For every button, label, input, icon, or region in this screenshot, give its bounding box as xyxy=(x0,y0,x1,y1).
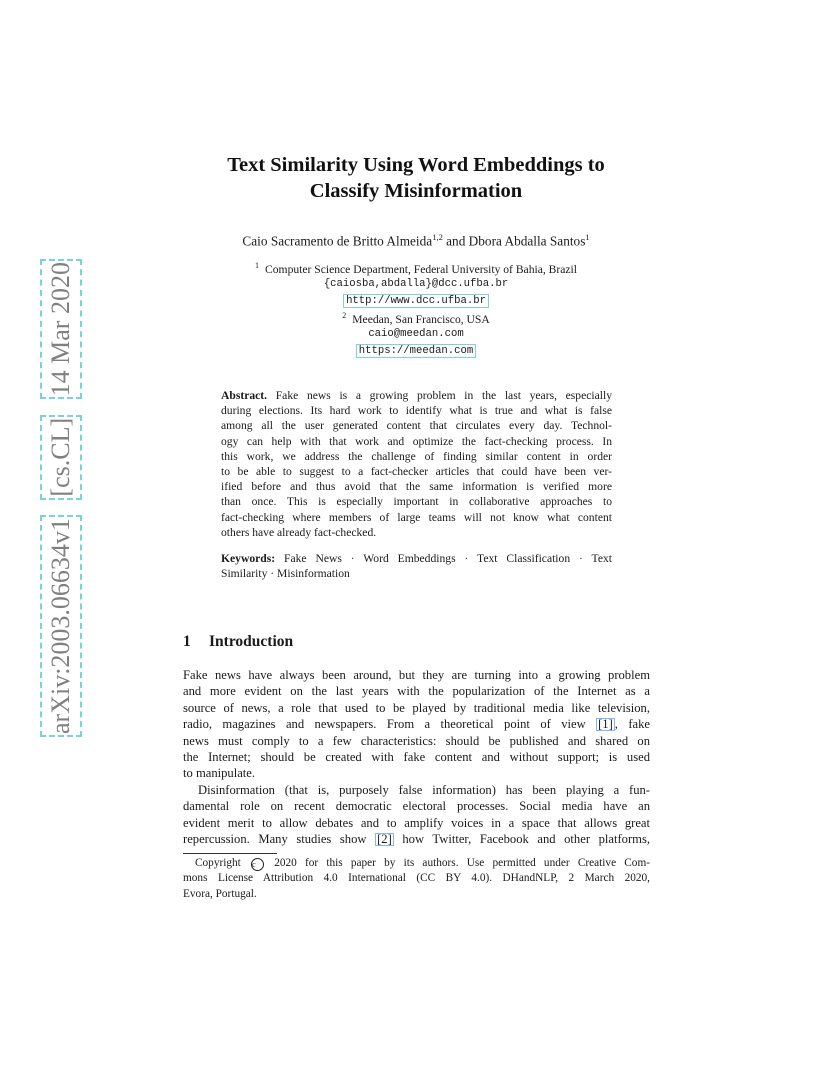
author-2-affiliation-marker: 1 xyxy=(585,232,590,242)
body-text-fragment: how Twitter, Facebook and other platforms, xyxy=(402,831,651,846)
affiliation-2 xyxy=(180,308,652,327)
footnote-copyright-word: Copyright xyxy=(195,857,241,869)
section-heading xyxy=(183,632,293,652)
body-line: evident merit to allow debates and to amplify voices in a space that allows great xyxy=(183,815,650,830)
affiliations xyxy=(180,258,652,358)
title-line-2: Classify Misinformation xyxy=(309,180,523,202)
abstract-line: among all the user generated content that circulates every day. Technol- xyxy=(221,419,612,433)
footnote-line: Evora, Portugal. xyxy=(183,887,257,900)
keywords-line: Similarity · Misinformation xyxy=(221,567,350,581)
body-line xyxy=(183,716,650,732)
arxiv-date[interactable]: 14 Mar 2020 xyxy=(42,261,80,397)
body-line: source of news, a role that used to be played by traditional media like television, xyxy=(183,700,650,715)
arxiv-id-link[interactable]: arXiv:2003.06634v1 xyxy=(42,517,80,735)
footnote-text: 2020 for this paper by its authors. Use permitted under Creative Com- xyxy=(274,857,650,869)
body-line xyxy=(183,831,650,847)
body-line: Disinformation (that is, purposely false information) has been playing a fun- xyxy=(198,782,650,797)
body-line: damental role on recent democratic electoral processes. Social media have an xyxy=(183,799,650,814)
copyright-icon: c xyxy=(251,858,264,871)
author-list xyxy=(180,228,652,250)
body-line: news must comply to a few characteristics: should be published and shared on xyxy=(183,733,650,748)
abstract-line: fact-checking where members of large teams will not know what content xyxy=(221,510,612,524)
keywords-text: Fake News · Word Embeddings · Text Classification · Text xyxy=(284,552,612,565)
title-line-1: Text Similarity Using Word Embeddings to xyxy=(227,154,605,176)
body-line: to manipulate. xyxy=(183,766,256,781)
affiliation-1-number: 1 xyxy=(255,261,260,270)
abstract-line: during elections. Its hard work to identify what is true and what is false xyxy=(221,404,612,418)
arxiv-stamp xyxy=(22,255,75,735)
affiliation-1-name: Computer Science Department, Federal University of Bahia, Brazil xyxy=(265,262,577,276)
section-number: 1 xyxy=(183,633,191,650)
abstract-line: ogy can help with that work and optimize the fact-checking process. In xyxy=(221,434,612,448)
footnote-line: mons License Attribution 4.0 International (CC BY 4.0). DHandNLP, 2 March 2020, xyxy=(183,872,650,885)
body-line: Fake news have always been around, but they are turning into a growing problem xyxy=(183,668,650,682)
citation-link-2[interactable]: [2] xyxy=(377,831,392,846)
section-title: Introduction xyxy=(209,633,294,650)
affiliation-1 xyxy=(180,258,652,277)
affiliation-1-email: {caiosba,abdalla}@dcc.ufba.br xyxy=(323,277,509,290)
author-1-affiliation-marker: 1,2 xyxy=(432,232,443,242)
copyright-footnote xyxy=(183,856,650,902)
affiliation-1-url-link[interactable]: http://www.dcc.ufba.br xyxy=(343,294,489,308)
arxiv-category-link[interactable]: [cs.CL] xyxy=(42,417,80,498)
author-2: Dbora Abdalla Santos xyxy=(468,233,586,249)
affiliation-2-name: Meedan, San Francisco, USA xyxy=(352,312,490,326)
body-line: the Internet; should be created with fake content and without support; is used xyxy=(183,749,650,764)
abstract-text: Fake news is a growing problem in the last years, especially xyxy=(275,389,613,402)
affiliation-2-number: 2 xyxy=(342,310,347,320)
abstract-line: than once. This is especially important in collaborative approaches to xyxy=(221,495,612,509)
footnote-line xyxy=(195,856,650,871)
author-1: Caio Sacramento de Britto Almeida xyxy=(242,233,433,249)
affiliation-2-url-link[interactable]: https://meedan.com xyxy=(356,344,476,358)
body-text-fragment: radio, magazines and newspapers. From a theoretical point of view xyxy=(183,717,586,732)
author-connector: and xyxy=(446,233,466,249)
abstract xyxy=(221,388,612,540)
citation-link-1[interactable]: [1] xyxy=(598,717,613,732)
keywords-label: Keywords: xyxy=(221,552,276,565)
abstract-line: this work, we address the challenge of finding similar content in order xyxy=(221,449,612,463)
footnote-rule xyxy=(183,853,277,854)
body-line: and more evident on the last years with the popularization of the Internet as a xyxy=(183,684,650,699)
abstract-label: Abstract. xyxy=(221,389,268,402)
paper-title xyxy=(180,152,652,204)
keywords xyxy=(221,551,612,581)
body-text-fragment: , fake xyxy=(614,717,650,732)
affiliation-2-email: caio@meedan.com xyxy=(368,327,464,340)
keywords-line xyxy=(221,551,612,566)
abstract-line: ified before and thus avoid that the same information is verified more xyxy=(221,480,612,494)
abstract-line: others have already fact-checked. xyxy=(221,525,377,539)
abstract-line: to be able to suggest to a fact-checker articles that could have been ver- xyxy=(221,464,612,478)
body-text-fragment: repercussion. Many studies show xyxy=(183,831,367,846)
abstract-line xyxy=(221,388,612,403)
body-text xyxy=(183,667,650,847)
